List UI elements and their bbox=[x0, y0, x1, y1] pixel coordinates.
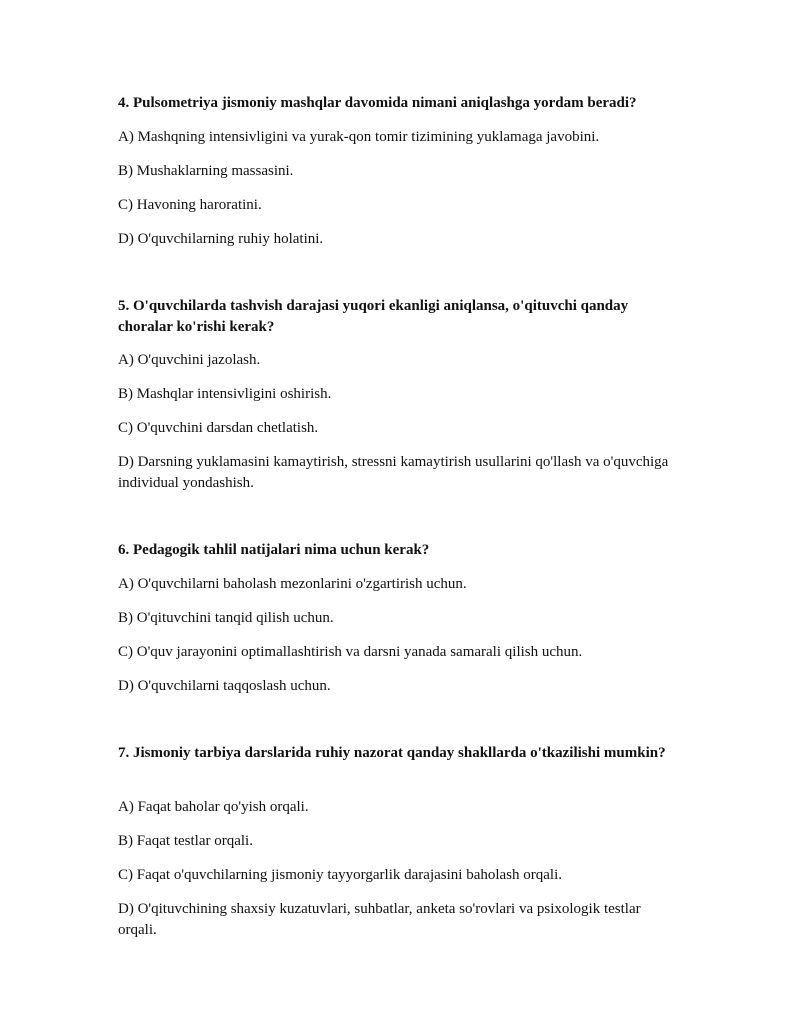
answer-option-c: C) O'quvchini darsdan chetlatish. bbox=[118, 420, 319, 436]
question-title: 4. Pulsometriya jismoniy mashqlar davomida nimani aniqlashga yordam beradi? bbox=[118, 95, 637, 111]
answer-option-b: B) Mushaklarning massasini. bbox=[118, 163, 294, 179]
answer-option-c: C) Faqat o'quvchilarning jismoniy tayyorgarlik darajasini baholash orqali. bbox=[118, 867, 563, 883]
answer-option-a: A) Mashqning intensivligini va yurak-qon tomir tizimining yuklamaga javobini. bbox=[118, 129, 600, 145]
answer-option-d: D) O'quvchilarning ruhiy holatini. bbox=[118, 231, 324, 247]
answer-option-a: A) O'quvchini jazolash. bbox=[118, 352, 261, 368]
question-7 bbox=[118, 743, 678, 764]
answer-option-a: A) O'quvchilarni baholash mezonlarini o'zgartirish uchun. bbox=[118, 576, 467, 592]
answer-option-b: B) Mashqlar intensivligini oshirish. bbox=[118, 386, 332, 402]
question-title: 6. Pedagogik tahlil natijalari nima uchun kerak? bbox=[118, 542, 430, 558]
answer-option-d: D) O'quvchilarni taqqoslash uchun. bbox=[118, 678, 331, 694]
answer-option-b: B) Faqat testlar orqali. bbox=[118, 833, 253, 849]
answer-option-d: D) Darsning yuklamasini kamaytirish, stressni kamaytirish usullarini qo'llash va o'quvchiga individual yondashish. bbox=[118, 454, 669, 491]
question-title: 5. O'quvchilarda tashvish darajasi yuqori ekanligi aniqlansa, o'qituvchi qanday choralar ko'rishi kerak? bbox=[118, 298, 629, 335]
answer-option-c: C) Havoning haroratini. bbox=[118, 197, 262, 213]
question-4 bbox=[118, 93, 678, 114]
answer-option-c: C) O'quv jarayonini optimallashtirish va darsni yanada samarali qilish uchun. bbox=[118, 644, 583, 660]
question-title: 7. Jismoniy tarbiya darslarida ruhiy nazorat qanday shakllarda o'tkazilishi mumkin? bbox=[118, 745, 666, 761]
answer-option-d: D) O'qituvchining shaxsiy kuzatuvlari, suhbatlar, anketa so'rovlari va psixologik testlar orqali. bbox=[118, 901, 641, 938]
answer-option-a: A) Faqat baholar qo'yish orqali. bbox=[118, 799, 309, 815]
answer-option-b: B) O'qituvchini tanqid qilish uchun. bbox=[118, 610, 334, 626]
question-5 bbox=[118, 296, 678, 338]
question-6 bbox=[118, 540, 678, 561]
